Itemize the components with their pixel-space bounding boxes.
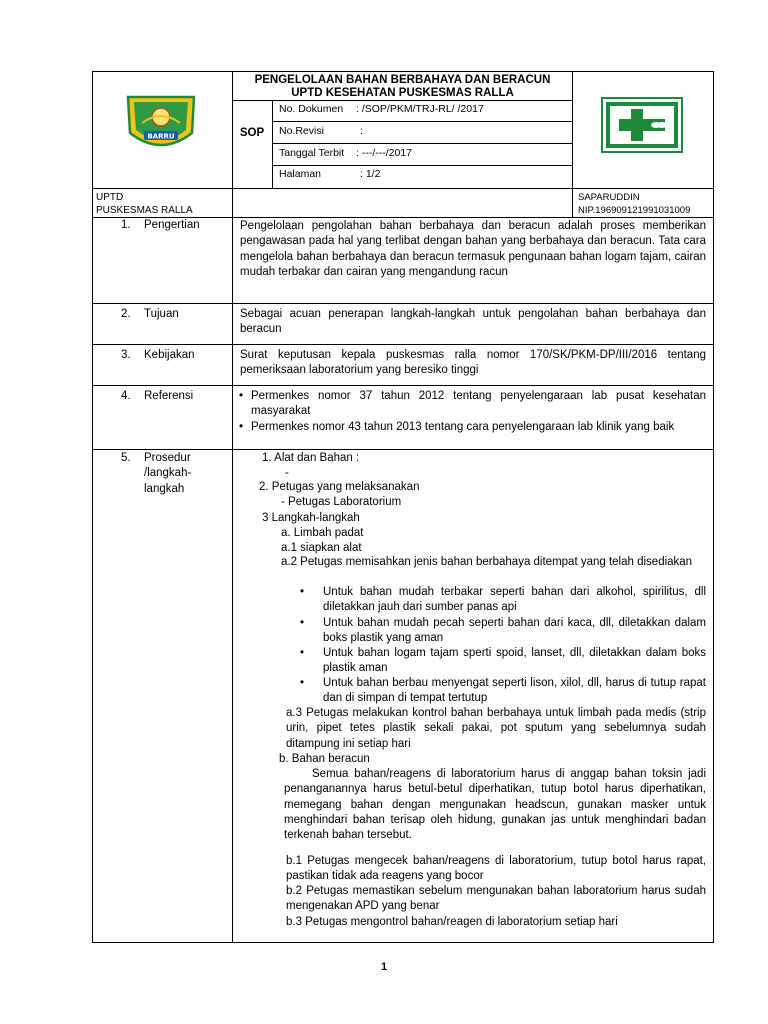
- no-revisi-value: :: [360, 125, 363, 137]
- no-dokumen-label: No. Dokumen: [279, 103, 344, 115]
- petugas-item: - Petugas Laboratorium: [281, 496, 402, 508]
- doc-title-line1: PENGELOLAAN BAHAN BERBAHAYA DAN BERACUN: [254, 74, 551, 86]
- bullet-1-icon: •: [300, 586, 305, 598]
- page-number: 1: [380, 961, 388, 973]
- referensi-num: 4.: [121, 390, 131, 402]
- tanggal-terbit-value: : ---/---/2017: [356, 147, 413, 159]
- referensi-bullet-1-icon: •: [239, 390, 244, 402]
- pengertian-text: Pengelolaan pengolahan bahan berbahaya dan beracun adalah proses memberikan pengawasan pada hal yang terlibat dengan bahan yang berbahaya dan beracun. Tata cara mengelola bahan berbahaya dan beracun termasuk pengunaan bahan logam tajam, cairan mudah terbakar dan cairan yang mengandung racun: [240, 220, 706, 278]
- kebijakan-num: 3.: [121, 349, 131, 361]
- kebijakan-text: Surat keputusan kepala puskesmas ralla nomor 170/SK/PKM-DP/III/2016 tentang pemeriksaan laboratorium yang beresiko tinggi: [240, 349, 706, 377]
- prosedur-label-3: langkah: [144, 483, 185, 495]
- beracun-title: b. Bahan beracun: [279, 753, 370, 765]
- referensi-item: Permenkes nomor 43 tahun 2013 tentang cara penyelengaraan lab klinik yang baik: [251, 421, 675, 433]
- step-b1: b.1 Petugas mengecek bahan/reagens di laboratorium, tutup botol harus rapat, pastikan tidak ada reagens yang bocor: [286, 855, 706, 883]
- prosedur-label-1: Prosedur: [144, 452, 191, 464]
- sop-label: SOP: [239, 127, 265, 139]
- signer-nip: NIP.196909121991031009: [578, 205, 691, 216]
- a2-bullet: Untuk bahan berbau menyengat seperti lison, xilol, dll, harus di tutup rapat dan di simpan di tempat tertutup: [323, 677, 706, 705]
- limbah-title: a. Limbah padat: [281, 527, 364, 539]
- a2-bullet: Untuk bahan mudah terbakar seperti bahan dari alkohol, spirilitus, dll diletakkan jauh dari sumber panas api: [323, 586, 706, 614]
- pengertian-num: 1.: [121, 219, 131, 231]
- regency-emblem-icon: [122, 93, 200, 157]
- referensi-label: Referensi: [144, 390, 194, 402]
- puskesmas-cross-icon: [601, 97, 683, 153]
- alat-dash: -: [285, 467, 289, 479]
- halaman-label: Halaman: [279, 168, 322, 180]
- referensi-item: Permenkes nomor 37 tahun 2012 tentang penyelengaraan lab pusat kesehatan masyarakat: [251, 390, 706, 418]
- pengertian-label: Pengertian: [144, 219, 200, 231]
- signer-name: SAPARUDDIN: [578, 192, 640, 203]
- logo-label: BARRU: [147, 132, 175, 141]
- bullet-3-icon: •: [300, 647, 305, 659]
- bullet-2-icon: •: [300, 617, 305, 629]
- a2-bullet: Untuk bahan mudah pecah seperti bahan dari kaca, dll, diletakkan dalam boks plastik yang aman: [323, 617, 706, 645]
- halaman-value: : 1/2: [360, 168, 381, 180]
- left-logo: [122, 93, 200, 157]
- step-a3: a.3 Petugas melakukan kontrol bahan berbahaya untuk limbah pada medis (strip urin, pipet tetes plastik sekali pakai, pot sputum yang sebelumnya sudah ditampung ini setiap hari: [286, 707, 706, 750]
- tujuan-label: Tujuan: [144, 308, 179, 320]
- alat-title: 1. Alat dan Bahan :: [262, 452, 360, 464]
- petugas-title: 2. Petugas yang melaksanakan: [259, 481, 420, 493]
- org-line2: PUSKESMAS RALLA: [96, 205, 193, 216]
- step-b2: b.2 Petugas memastikan sebelum mengunakan bahan laboratorium harus sudah mengenakan APD yang benar: [286, 885, 706, 913]
- step-a1: a.1 siapkan alat: [281, 542, 362, 554]
- doc-title-line2: UPTD KESEHATAN PUSKESMAS RALLA: [291, 87, 514, 99]
- no-revisi-label: No.Revisi: [279, 125, 324, 137]
- right-logo: [601, 97, 683, 153]
- langkah-title: 3 Langkah-langkah: [262, 512, 360, 524]
- prosedur-num: 5.: [121, 452, 131, 464]
- prosedur-label-2: /langkah-: [144, 467, 192, 479]
- no-dokumen-value: : /SOP/PKM/TRJ-RL/ /2017: [356, 103, 484, 115]
- bullet-4-icon: •: [300, 677, 305, 689]
- tujuan-num: 2.: [121, 308, 131, 320]
- tanggal-terbit-label: Tanggal Terbit: [279, 147, 345, 159]
- org-line1: UPTD: [96, 192, 124, 203]
- beracun-para: Semua bahan/reagens di laboratorium harus di anggap bahan toksin jadi penanganannya harus betul-betul diperhatikan, tutup botol harus diperhatikan, memegang bahan dengan mengunakan headscun, gunakan masker untuk menghindari bahan terisap oleh hidung, gunakan jas untuk menghindari badan terkenah bahan tersebut.: [284, 768, 706, 842]
- a2-bullet: Untuk bahan logam tajam sperti spoid, lanset, dll, diletakkan dalam boks plastik aman: [323, 647, 706, 675]
- referensi-bullet-2-icon: •: [239, 421, 244, 433]
- step-a2: a.2 Petugas memisahkan jenis bahan berbahaya ditempat yang telah disediakan: [281, 556, 693, 568]
- tujuan-text: Sebagai acuan penerapan langkah-langkah untuk pengolahan bahan berbahaya dan beracun: [240, 308, 706, 336]
- step-b3: b.3 Petugas mengontrol bahan/reagen di laboratorium setiap hari: [286, 916, 618, 928]
- kebijakan-label: Kebijakan: [144, 349, 195, 361]
